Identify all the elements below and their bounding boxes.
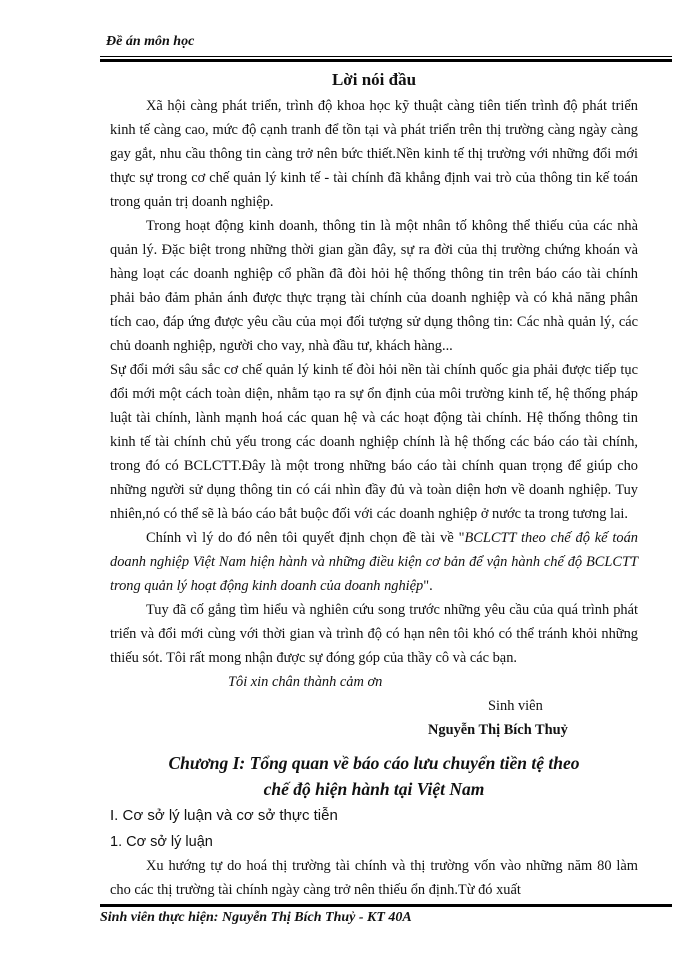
document-title: Lời nói đầu (331, 70, 417, 89)
choice-tail: ". (423, 578, 433, 594)
header-title: Đề án môn học (106, 34, 195, 49)
footer-rule (100, 904, 672, 907)
section-paragraph: Xu hướng tự do hoá thị trường tài chính và thị trường vốn vào những năm 80 làm cho các thị trường tài chính ngày càng trở nên thiếu ổn định.Từ đó xuất (110, 858, 638, 898)
paragraph-3: Sự đổi mới sâu sắc cơ chế quản lý kinh tế đòi hỏi nền tài chính quốc gia phải được tiếp tục đổi mới một cách toàn diện, nhằm tạo ra sự ổn định của môi trường kinh tế, hệ thống pháp luật tài chính, lành mạnh hoá các quan hệ và các hoạt động tài chính. Hệ thống thông tin kinh tế tài chính chủ yếu trong các doanh nghiệp chính là hệ thống các báo cáo tài chính, trong đó có BCLCTT.Đây là một trong những báo cáo tài chính quan trọng để giúp cho những người sử dụng thông tin có cái nhìn đầy đủ và toàn diện hơn về doanh nghiệp. Tuy nhiên,nó có thể sẽ là báo cáo bắt buộc đối với các doanh nghiệp ở nước ta trong tương lai. (110, 362, 638, 522)
signer-role: Sinh viên (488, 698, 543, 714)
closing-thanks: Tôi xin chân thành cảm ơn (228, 674, 383, 690)
paragraph-1: Xã hội càng phát triển, trình độ khoa học kỹ thuật càng tiên tiến trình độ phát triển kinh tế càng cao, mức độ cạnh tranh để tồn tại và phát triển trên thị trường càng ngày càng gay gắt, nhu cầu thông tin càng trở nên bức thiết.Nền kinh tế thị trường với những đổi mới thực sự trong cơ chế quản lý kinh tế - tài chính đã khẳng định vai trò của thông tin kế toán trong quản trị doanh nghiệp. (110, 98, 638, 210)
choice-topic: BCLCTT theo chế độ kế toán doanh nghiệp Việt Nam hiện hành và những điều kiện cơ bản để vận hành chế độ BCLCTT trong quản lý hoạt động kinh doanh của doanh nghiệp (110, 530, 638, 594)
footer-text: Sinh viên thực hiện: Nguyễn Thị Bích Thuỷ - KT 40A (100, 910, 412, 925)
chapter-heading (110, 750, 638, 802)
subsection-heading: 1. Cơ sở lý luận (110, 834, 213, 850)
header-rule-thick (100, 59, 672, 62)
chapter-heading-line2: chế độ hiện hành tại Việt Nam (263, 779, 485, 799)
choice-lead: Chính vì lý do đó nên tôi quyết định chọn đề tài về " (146, 530, 465, 546)
signer-name: Nguyễn Thị Bích Thuỷ (428, 722, 568, 738)
paragraph-2: Trong hoạt động kinh doanh, thông tin là một nhân tố không thể thiếu của các nhà quản lý. Đặc biệt trong những thời gian gần đây, sự ra đời của thị trường chứng khoán và hàng loạt các doanh nghiệp cổ phần đã đòi hỏi hệ thống thông tin trên báo cáo tài chính phải bảo đảm phản ánh được thực trạng tài chính của doanh nghiệp và có khả năng phân tích cao, đáp ứng được yêu cầu của mọi đối tượng sử dụng thông tin: Các nhà quản lý, các chủ doanh nghiệp, người cho vay, nhà đầu tư, khách hàng... (110, 218, 638, 354)
paragraph-choice (110, 526, 638, 598)
document-body (110, 66, 638, 902)
paragraph-final: Tuy đã cố gắng tìm hiểu và nghiên cứu song trước những yêu cầu của quá trình phát triển và đổi mới cùng với thời gian và trình độ có hạn nên tôi khó có thể tránh khỏi những thiếu sót. Tôi rất mong nhận được sự đóng góp của thầy cô và các bạn. (110, 602, 638, 666)
header-rule (100, 56, 672, 57)
section-heading: I. Cơ sở lý luận và cơ sở thực tiễn (110, 807, 338, 824)
chapter-heading-line1: Chương I: Tổng quan về báo cáo lưu chuyển tiền tệ theo (168, 753, 580, 773)
